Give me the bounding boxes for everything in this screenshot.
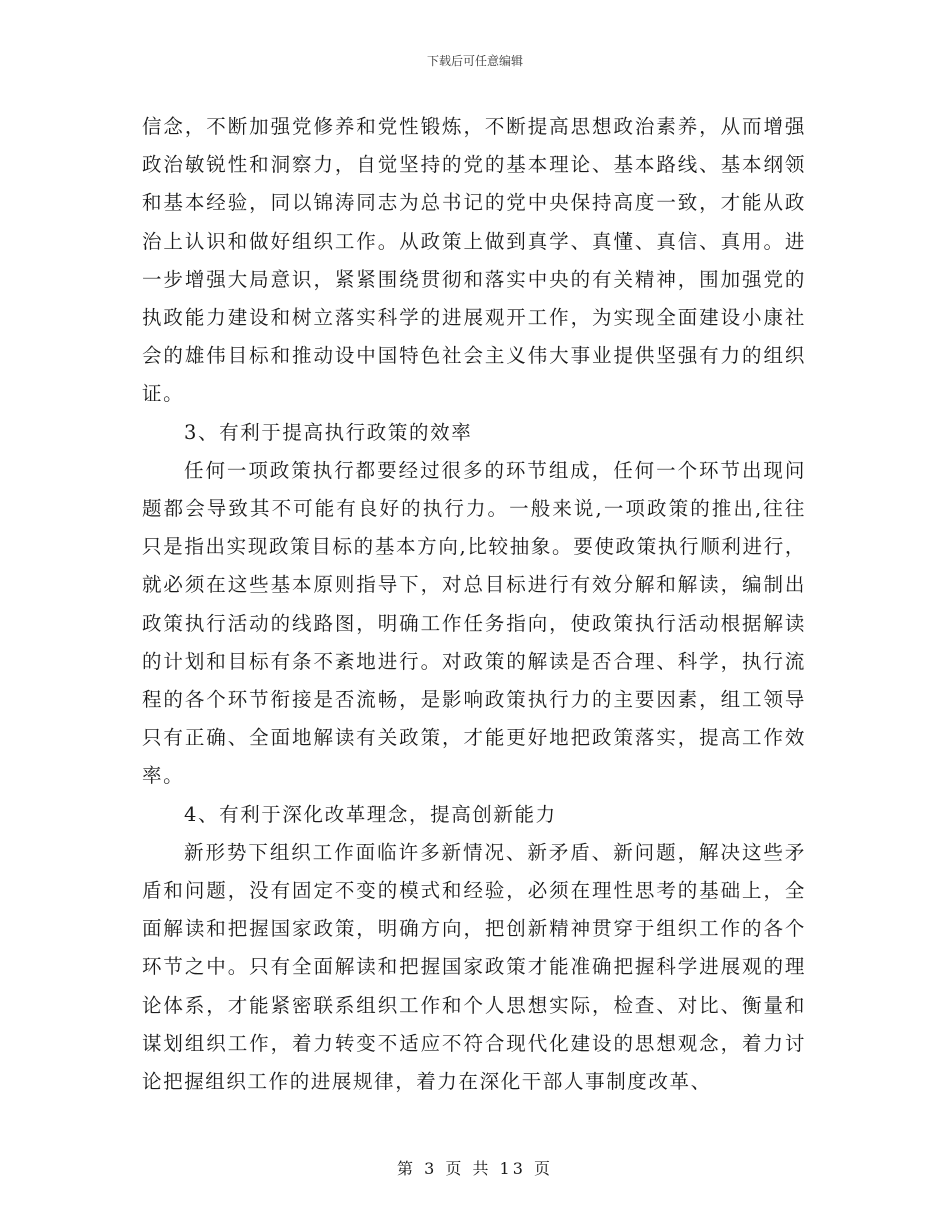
section-heading-3: 3、有利于提高执行政策的效率 (184, 420, 473, 444)
paragraph-reform-innovation: 新形势下组织工作面临许多新情况、新矛盾、新问题，解决这些矛盾和问题，没有固定不变的模式和经验，必须在理性思考的基础上，全面解读和把握国家政策，明确方向，把创新精神贯穿于组织工作的各个环节之中。只有全面解读和把握国家政策才能准确把握科学进展观的理论体系，才能紧密联系组织工作和个人思想实际，检查、对比、衡量和谋划组织工作，着力转变不适应不符合现代化建设的思想观念，着力讨论把握组织工作的进展规律，着力在深化干部人事制度改革、 (142, 840, 806, 1094)
section-heading-4: 4、有利于深化改革理念，提高创新能力 (184, 802, 557, 826)
paragraph-continuation: 信念，不断加强党修养和党性锻炼，不断提高思想政治素养，从而增强政治敏锐性和洞察力，自觉坚持的党的基本理论、基本路线、基本纲领和基本经验，同以锦涛同志为总书记的党中央保持高度一致，才能从政治上认识和做好组织工作。从政策上做到真学、真懂、真信、真用。进一步增强大局意识，紧紧围绕贯彻和落实中央的有关精神，围加强党的执政能力建设和树立落实科学的进展观开工作，为实现全面建设小康社会的雄伟目标和推动设中国特色社会主义伟大事业提供坚强有力的组织证。 (142, 115, 806, 406)
page-header: 下载后可任意编辑 (426, 54, 523, 68)
document-body (142, 108, 806, 1101)
page-footer: 第 3 页 共 13 页 (397, 1159, 553, 1178)
paragraph-policy-efficiency: 任何一项政策执行都要经过很多的环节组成，任何一个环节出现问题都会导致其不可能有良好的执行力。一般来说,一项政策的推出,往往只是指出实现政策目标的基本方向,比较抽象。要使政策执行顺利进行，就必须在这些基本原则指导下，对总目标进行有效分解和解读，编制出政策执行活动的线路图，明确工作任务指向，使政策执行活动根据解读的计划和目标有条不紊地进行。对政策的解读是否合理、科学，执行流程的各个环节衔接是否流畅，是影响政策执行力的主要因素，组工领导只有正确、全面地解读有关政策，才能更好地把政策落实，提高工作效率。 (142, 458, 806, 788)
